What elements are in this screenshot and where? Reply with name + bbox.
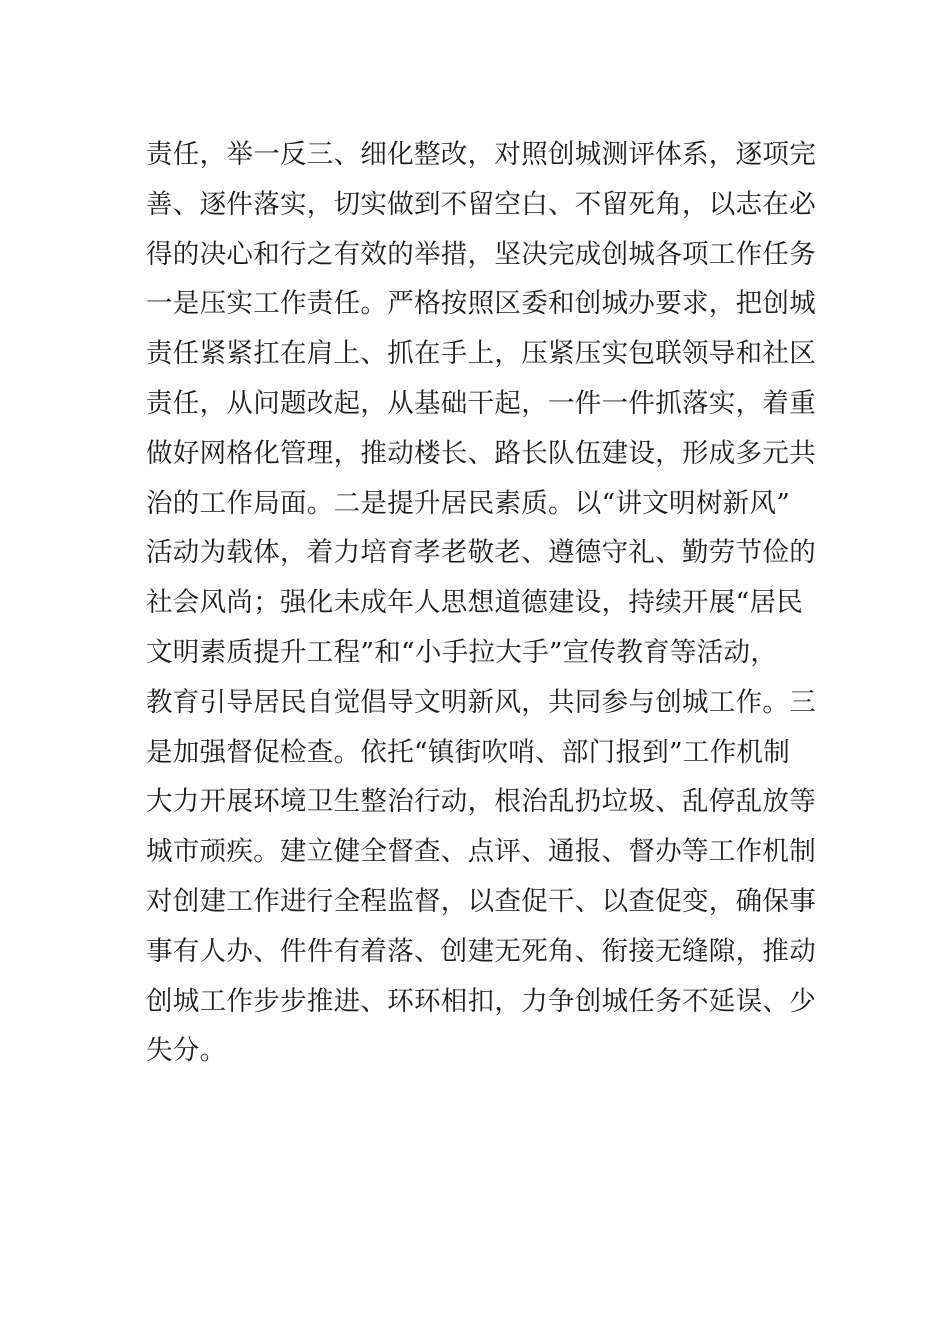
text-line: 得的决心和行之有效的举措，坚决完成创城各项工作任务 — [146, 238, 816, 270]
text-line: 文明素质提升工程”和“小手拉大手”宣传教育等活动， — [146, 636, 778, 668]
text-line: 事有人办、件件有着落、创建无死角、衔接无缝隙，推动 — [146, 935, 816, 967]
text-line: 城市顽疾。建立健全督查、点评、通报、督办等工作机制 — [146, 836, 816, 868]
text-line: 创城工作步步推进、环环相扣，力争创城任务不延误、少 — [146, 985, 816, 1017]
text-line: 对创建工作进行全程监督，以查促干、以查促变，确保事 — [146, 885, 816, 917]
text-line: 一是压实工作责任。严格按照区委和创城办要求，把创城 — [146, 288, 816, 320]
text-line: 大力开展环境卫生整治行动，根治乱扔垃圾、乱停乱放等 — [146, 786, 816, 818]
text-line: 失分。 — [146, 1035, 227, 1067]
text-line: 教育引导居民自觉倡导文明新风，共同参与创城工作。三 — [146, 686, 816, 718]
text-line: 责任，举一反三、细化整改，对照创城测评体系，逐项完 — [146, 139, 816, 170]
text-line: 善、逐件落实，切实做到不留空白、不留死角，以志在必 — [146, 188, 816, 220]
text-line: 责任，从问题改起，从基础干起，一件一件抓落实，着重 — [146, 387, 816, 419]
text-line: 责任紧紧扛在肩上、抓在手上，压紧压实包联领导和社区 — [146, 338, 816, 370]
text-line: 活动为载体，着力培育孝老敬老、遵德守礼、勤劳节俭的 — [146, 537, 816, 569]
body-text — [146, 130, 816, 1076]
text-line: 社会风尚；强化未成年人思想道德建设，持续开展“居民 — [146, 587, 804, 619]
text-line: 做好网格化管理，推动楼长、路长队伍建设，形成多元共 — [146, 437, 816, 469]
text-line: 治的工作局面。二是提升居民素质。以“讲文明树新风” — [146, 487, 791, 519]
text-line: 是加强督促检查。依托“镇街吹哨、部门报到”工作机制 — [146, 736, 791, 768]
